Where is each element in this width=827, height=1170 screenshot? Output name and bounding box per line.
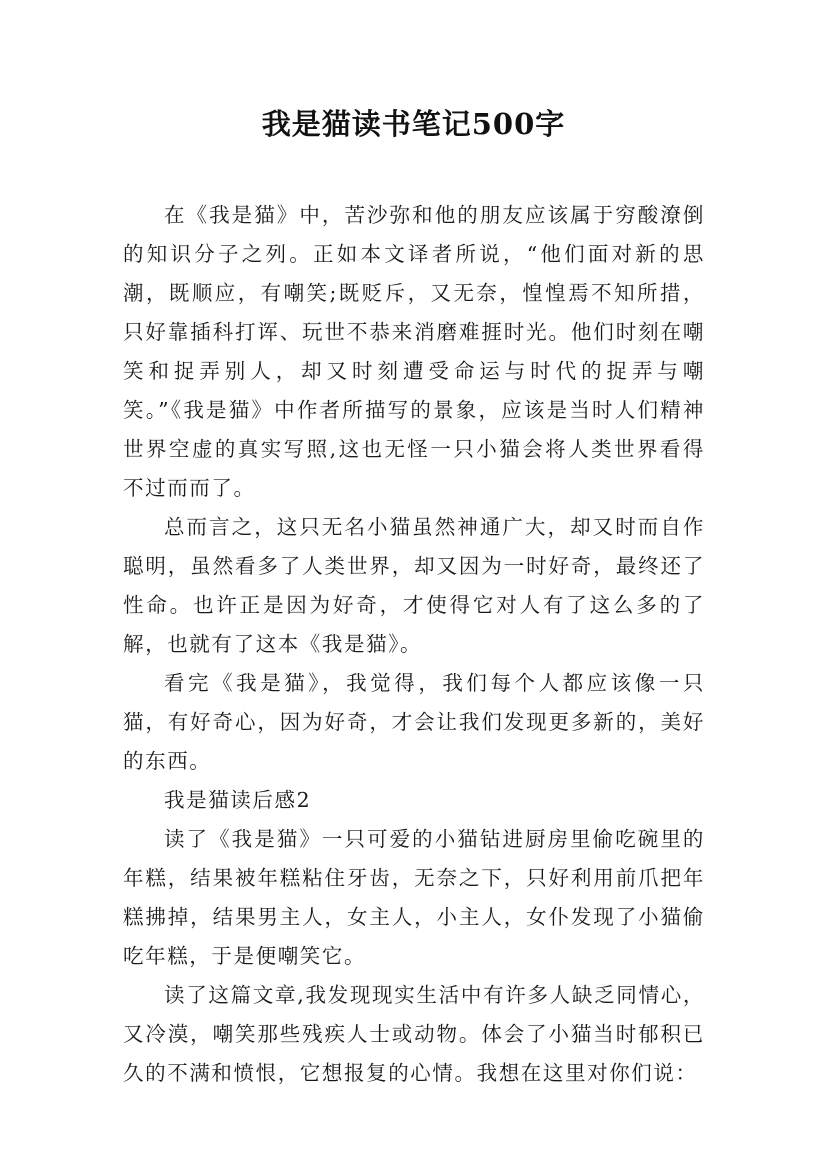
paragraph-5: 读了这篇文章,我发现现实生活中有许多人缺乏同情心，又冷漠，嘲笑那些残疾人士或动物。体会了小猫当时郁积已久的不满和愤恨，它想报复的心情。我想在这里对你们说：	[123, 983, 705, 1085]
paragraph-1: 在《我是猫》中，苦沙弥和他的朋友应该属于穷酸潦倒的知识分子之列。正如本文译者所说，“他们面对新的思潮，既顺应，有嘲笑;既贬斥，又无奈，惶惶焉不知所措，只好靠插科打诨、玩世不恭来消磨难捱时光。他们时刻在嘲笑和捉弄别人，却又时刻遭受命运与时代的捉弄与嘲笑。”《我是猫》中作者所描写的景象，应该是当时人们精神世界空虚的真实写照,这也无怪一只小猫会将人类世界看得不过而而了。	[123, 203, 705, 500]
paragraph-2: 总而言之，这只无名小猫虽然神通广大，却又时而自作聪明，虽然看多了人类世界，却又因为一时好奇，最终还了性命。也许正是因为好奇，才使得它对人有了这么多的了解，也就有了这本《我是猫》。	[123, 515, 705, 656]
paragraph-3: 看完《我是猫》，我觉得，我们每个人都应该像一只猫，有好奇心，因为好奇，才会让我们发现更多新的，美好的东西。	[123, 671, 705, 773]
document-title: 我是猫读书笔记500字	[261, 107, 566, 141]
paragraph-4: 读了《我是猫》一只可爱的小猫钻进厨房里偷吃碗里的年糕，结果被年糕粘住牙齿，无奈之下，只好利用前爪把年糕拂掉，结果男主人，女主人，小主人，女仆发现了小猫偷吃年糕，于是便嘲笑它。	[123, 827, 705, 968]
section-heading: 我是猫读后感2	[164, 788, 312, 812]
document-body	[123, 196, 705, 1093]
